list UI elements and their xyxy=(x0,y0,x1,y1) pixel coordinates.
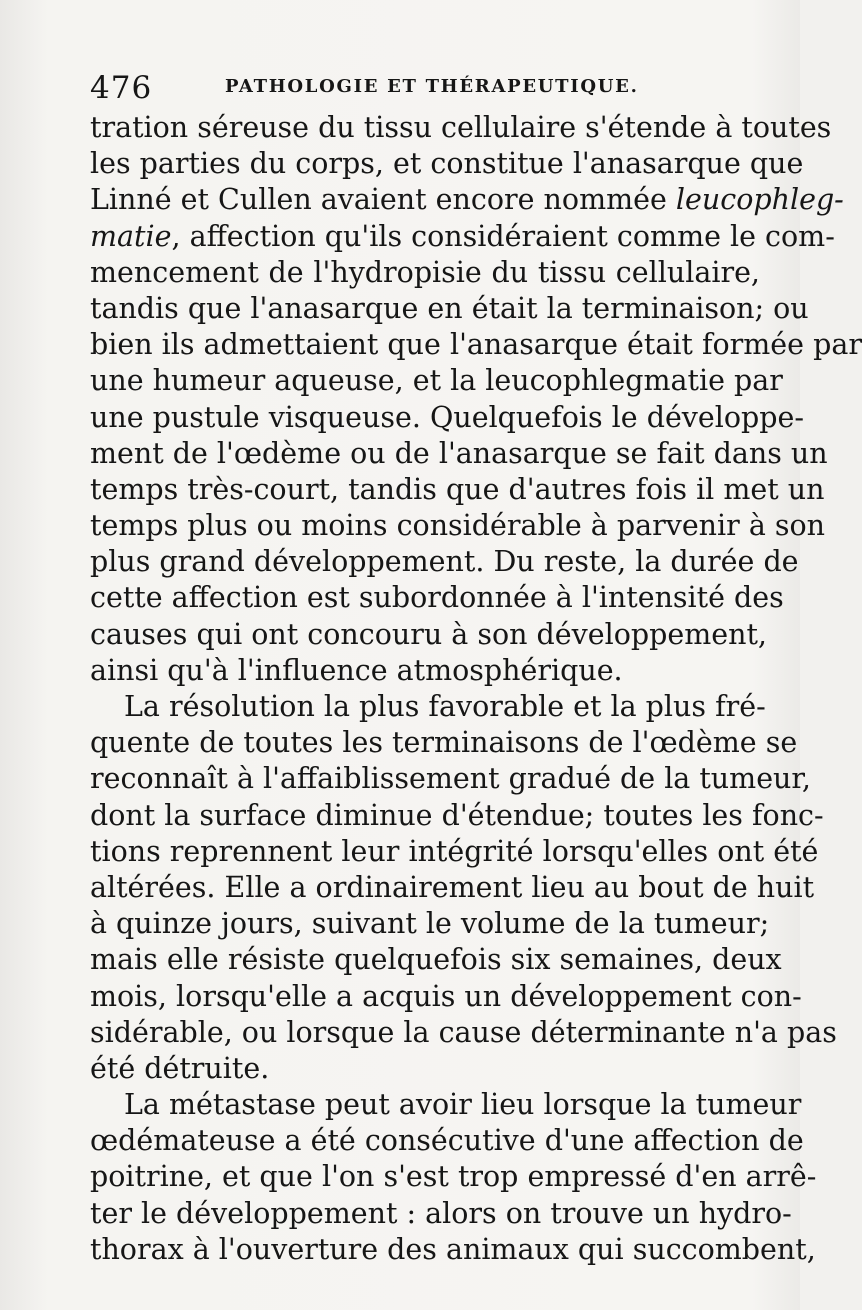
text-line: une pustule visqueuse. Quelquefois le développe- xyxy=(90,400,805,434)
paragraph-start-line: La résolution la plus favorable et la plus fré- xyxy=(124,690,766,723)
text-line: mois, lorsqu'elle a acquis un développement con- xyxy=(90,979,802,1013)
text-line: mais elle résiste quelquefois six semaines, deux xyxy=(90,943,782,977)
text-line: thorax à l'ouverture des animaux qui succombent, xyxy=(90,1232,816,1266)
text-line: œdémateuse a été consécutive d'une affection de xyxy=(90,1124,804,1158)
text-line: dont la surface diminue d'étendue; toutes les fonc- xyxy=(90,798,824,832)
paragraph-start-line: La métastase peut avoir lieu lorsque la tumeur xyxy=(124,1088,802,1122)
text-line: tandis que l'anasarque en était la terminaison; ou xyxy=(90,291,809,325)
paragraph-end-line: ainsi qu'à l'influence atmosphérique. xyxy=(90,653,623,687)
text-line: altérées. Elle a ordinairement lieu au bout de huit xyxy=(90,870,815,904)
page-number: 476 xyxy=(90,70,153,106)
text-line: temps plus ou moins considérable à parvenir à son xyxy=(90,509,826,543)
text-line: tions reprennent leur intégrité lorsqu'elles ont été xyxy=(90,834,819,868)
text-line: plus grand développement. Du reste, la durée de xyxy=(90,545,799,579)
paragraph-end-line: été détruite. xyxy=(90,1051,270,1085)
text-line: poitrine, et que l'on s'est trop empressé d'en arrê- xyxy=(90,1160,817,1194)
page-header xyxy=(90,70,790,110)
running-head: PATHOLOGIE ET THÉRAPEUTIQUE. xyxy=(225,76,639,97)
text-line: une humeur aqueuse, et la leucophlegmatie par xyxy=(90,364,783,398)
text-line: ter le développement : alors on trouve un hydro- xyxy=(90,1196,792,1230)
text-line: ment de l'œdème ou de l'anasarque se fait dans un xyxy=(90,436,828,470)
text-line: temps très-court, tandis que d'autres fois il met un xyxy=(90,472,825,506)
text-line: reconnaît à l'affaiblissement gradué de la tumeur, xyxy=(90,762,811,796)
text-line: quente de toutes les terminaisons de l'œdème se xyxy=(90,726,798,760)
text-line: à quinze jours, suivant le volume de la tumeur; xyxy=(90,907,770,941)
text-line: les parties du corps, et constitue l'anasarque que xyxy=(90,147,804,181)
body-text xyxy=(90,110,862,1268)
text-line: bien ils admettaient que l'anasarque était formée par xyxy=(90,328,862,362)
text-line: cette affection est subordonnée à l'intensité des xyxy=(90,581,784,615)
text-line: Linné et Cullen avaient encore nommée leucophleg- xyxy=(90,183,844,217)
text-line: causes qui ont concouru à son développement, xyxy=(90,617,767,651)
text-line: mencement de l'hydropisie du tissu cellulaire, xyxy=(90,255,760,289)
text-line: matie, affection qu'ils considéraient comme le com- xyxy=(90,219,835,253)
text-line: sidérable, ou lorsque la cause déterminante n'a pas xyxy=(90,1015,837,1049)
text-line: tration séreuse du tissu cellulaire s'étende à toutes xyxy=(90,111,832,144)
